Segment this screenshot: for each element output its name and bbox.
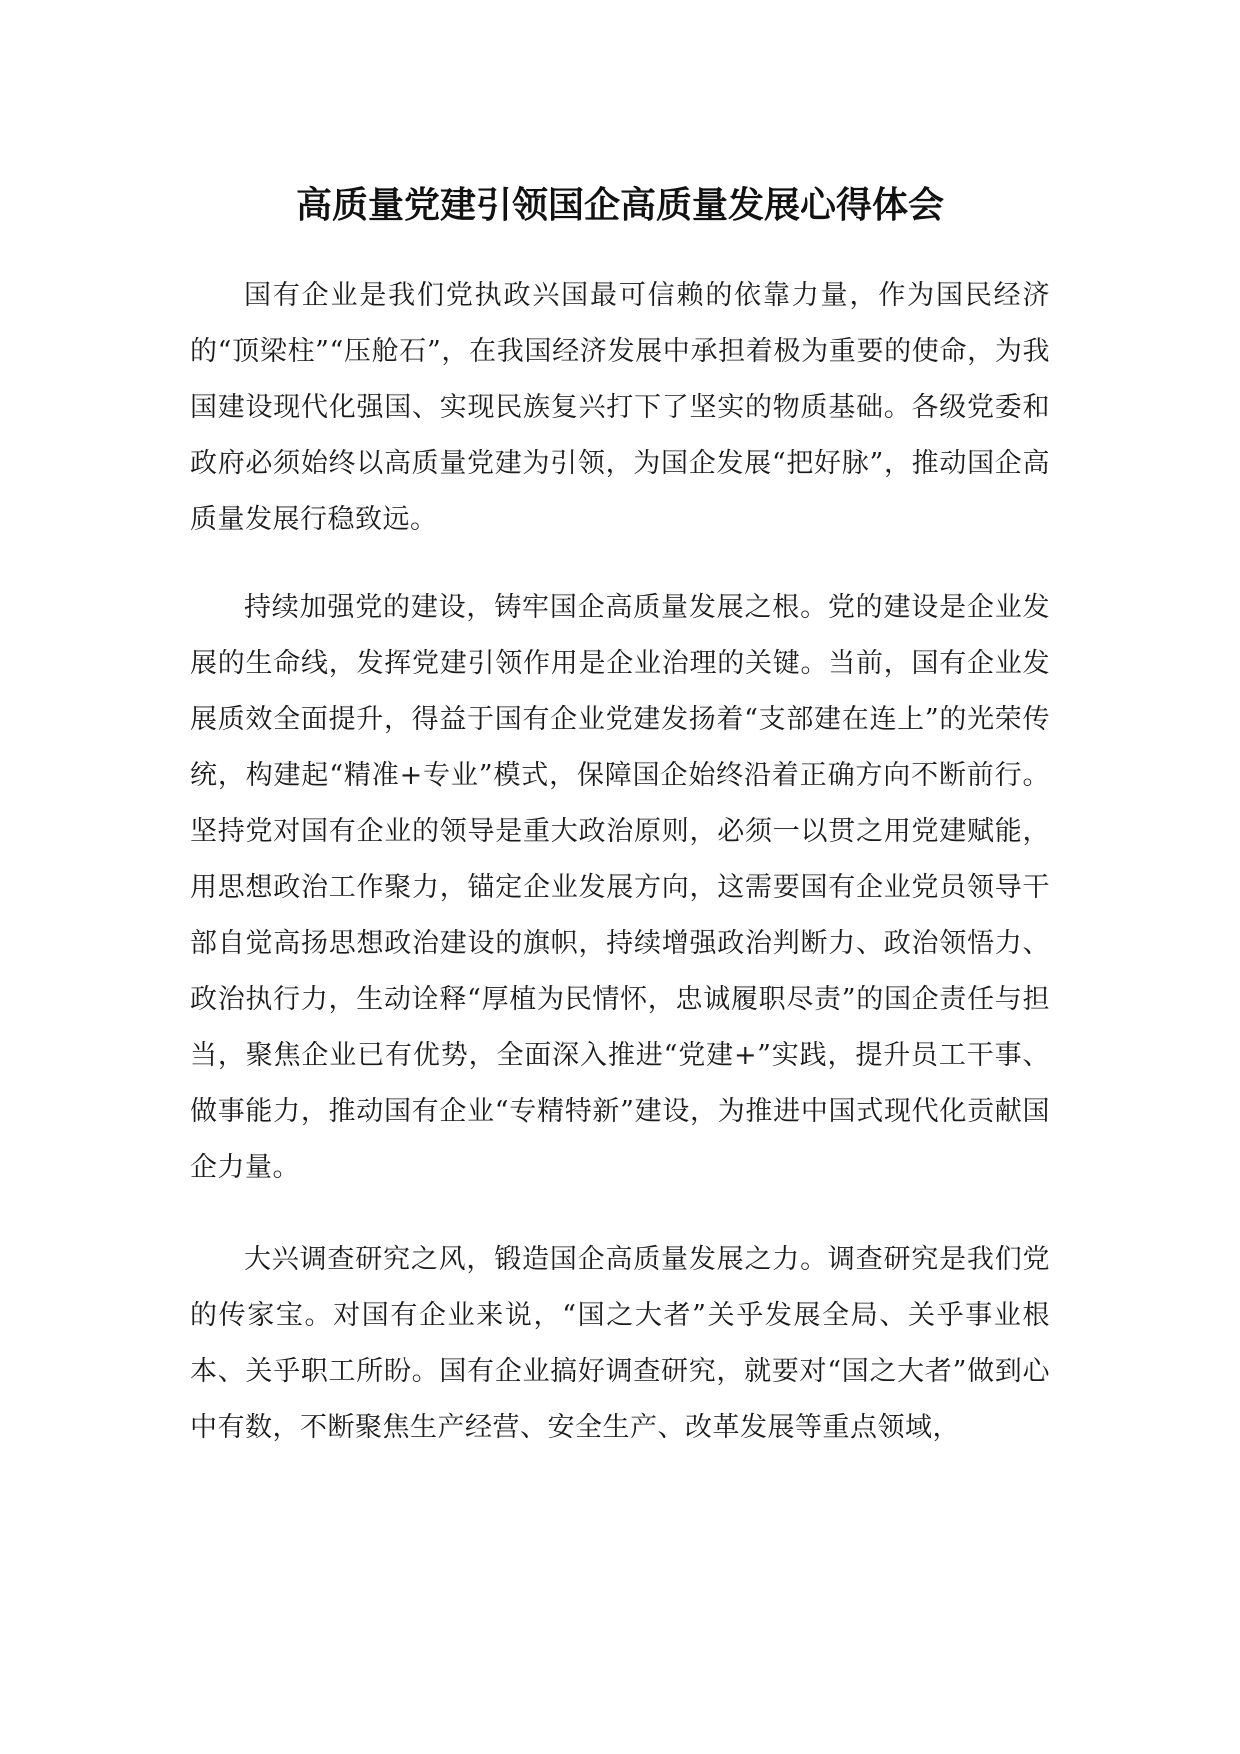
paragraph-party-building: 持续加强党的建设，铸牢国企高质量发展之根。党的建设是企业发展的生命线，发挥党建引领作用是企业治理的关键。当前，国有企业发展质效全面提升，得益于国有企业党建发扬着“支部建在连上”的光荣传统，构建起“精准+专业”模式，保障国企始终沿着正确方向不断前行。坚持党对国有企业的领导是重大政治原则，必须一以贯之用党建赋能，用思想政治工作聚力，锚定企业发展方向，这需要国有企业党员领导干部自觉高扬思想政治建设的旗帜，持续增强政治判断力、政治领悟力、政治执行力，生动诠释“厚植为民情怀，忠诚履职尽责”的国企责任与担当，聚焦企业已有优势，全面深入推进“党建+”实践，提升员工干事、做事能力，推动国有企业“专精特新”建设，为推进中国式现代化贡献国企力量。 <box>190 592 1050 1183</box>
document-title: 高质量党建引领国企高质量发展心得体会 <box>295 184 944 226</box>
paragraph-intro: 国有企业是我们党执政兴国最可信赖的依靠力量，作为国民经济的“顶梁柱”“压舱石”，在我国经济发展中承担着极为重要的使命，为我国建设现代化强国、实现民族复兴打下了坚实的物质基础。各级党委和政府必须始终以高质量党建为引领，为国企发展“把好脉”，推动国企高质量发展行稳致远。 <box>190 280 1050 535</box>
paragraph-research: 大兴调查研究之风，锻造国企高质量发展之力。调查研究是我们党的传家宝。对国有企业来说，“国之大者”关乎发展全局、关乎事业根本、关乎职工所盼。国有企业搞好调查研究，就要对“国之大者”做到心中有数，不断聚焦生产经营、安全生产、改革发展等重点领域， <box>190 1244 1050 1443</box>
